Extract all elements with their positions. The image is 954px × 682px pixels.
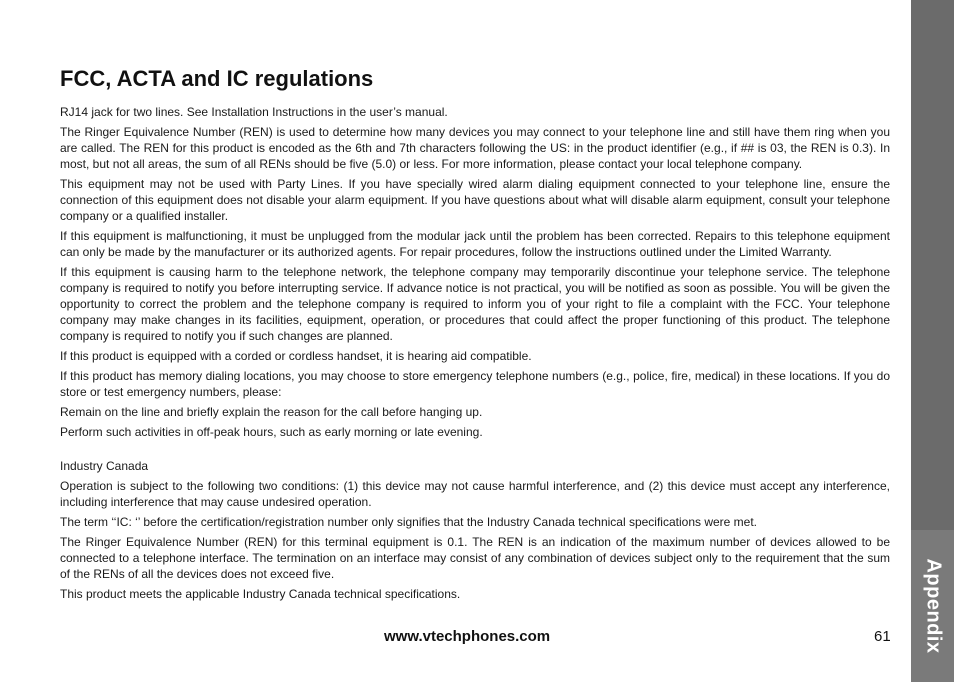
paragraph-ren: The Ringer Equivalence Number (REN) is used to determine how many devices you may connect to your telephone line and still have them ring when you are called. The REN for this product is encoded as the 6th and 7th characters following the US: in the product identifier (e.g., if ## is 03, the REN is 0.3). In most, but not all areas, the sum of all RENs should be five (5.0) or less. For more information, please contact your local telephone company. <box>60 125 890 171</box>
appendix-tab-label: Appendix <box>922 558 945 654</box>
paragraph-party-lines: This equipment may not be used with Party Lines. If you have specially wired alarm dialing equipment connected to your telephone line, ensure the connection of this equipment does not disable your alarm equipment. If you have questions about what will disable alarm equipment, consult your telephone company or a qualified installer. <box>60 177 890 223</box>
paragraph-remain-on-line: Remain on the line and briefly explain the reason for the call before hanging up. <box>60 405 483 419</box>
industry-canada-heading: Industry Canada <box>60 459 149 473</box>
paragraph-ic-conditions: Operation is subject to the following two conditions: (1) this device may not cause harmful interference, and (2) this device must accept any interference, including interference that may cause undesired operation. <box>60 479 890 509</box>
paragraph-ic-specs: This product meets the applicable Industry Canada technical specifications. <box>60 587 461 601</box>
section-title: FCC, ACTA and IC regulations <box>60 66 374 91</box>
paragraph-memory-dialing: If this product has memory dialing locations, you may choose to store emergency telephone numbers (e.g., police, fire, medical) in these locations. If you do store or test emergency numbers, please: <box>60 369 890 399</box>
paragraph-malfunction: If this equipment is malfunctioning, it must be unplugged from the modular jack until the problem has been corrected. Repairs to this telephone equipment can only be made by the manufacturer or its authorized agents. For repair procedures, follow the instructions outlined under the Limited Warranty. <box>60 229 890 259</box>
page-number: 61 <box>874 628 891 645</box>
paragraph-off-peak: Perform such activities in off-peak hours, such as early morning or late evening. <box>60 425 483 439</box>
page-content <box>60 66 890 606</box>
paragraph-ic-ren: The Ringer Equivalence Number (REN) for this terminal equipment is 0.1. The REN is an indication of the maximum number of devices allowed to be connected to a telephone interface. The termination on an interface may consist of any combination of devices subject only to the requirement that the sum of the RENs of all the devices does not exceed five. <box>60 535 890 581</box>
paragraph-hearing-aid: If this product is equipped with a corded or cordless handset, it is hearing aid compatible. <box>60 349 532 363</box>
paragraph-network-harm: If this equipment is causing harm to the telephone network, the telephone company may temporarily discontinue your telephone service. The telephone company is required to notify you before interrupting service. If advance notice is not practical, you will be notified as soon as possible. You will be given the opportunity to correct the problem and the telephone company is required to inform you of your right to file a complaint with the FCC. Your telephone company may make changes in its facilities, equipment, operation, or procedures that could affect the proper functioning of this product. The telephone company is required to notify you if such changes are planned. <box>60 265 890 343</box>
paragraph-rj14: RJ14 jack for two lines. See Installation Instructions in the user’s manual. <box>60 105 448 119</box>
paragraph-ic-term: The term ‘‘IC: ‘’ before the certification/registration number only signifies that the Industry Canada technical specifications were met. <box>60 515 758 529</box>
footer-url[interactable]: www.vtechphones.com <box>384 628 551 645</box>
side-tab <box>911 0 954 682</box>
